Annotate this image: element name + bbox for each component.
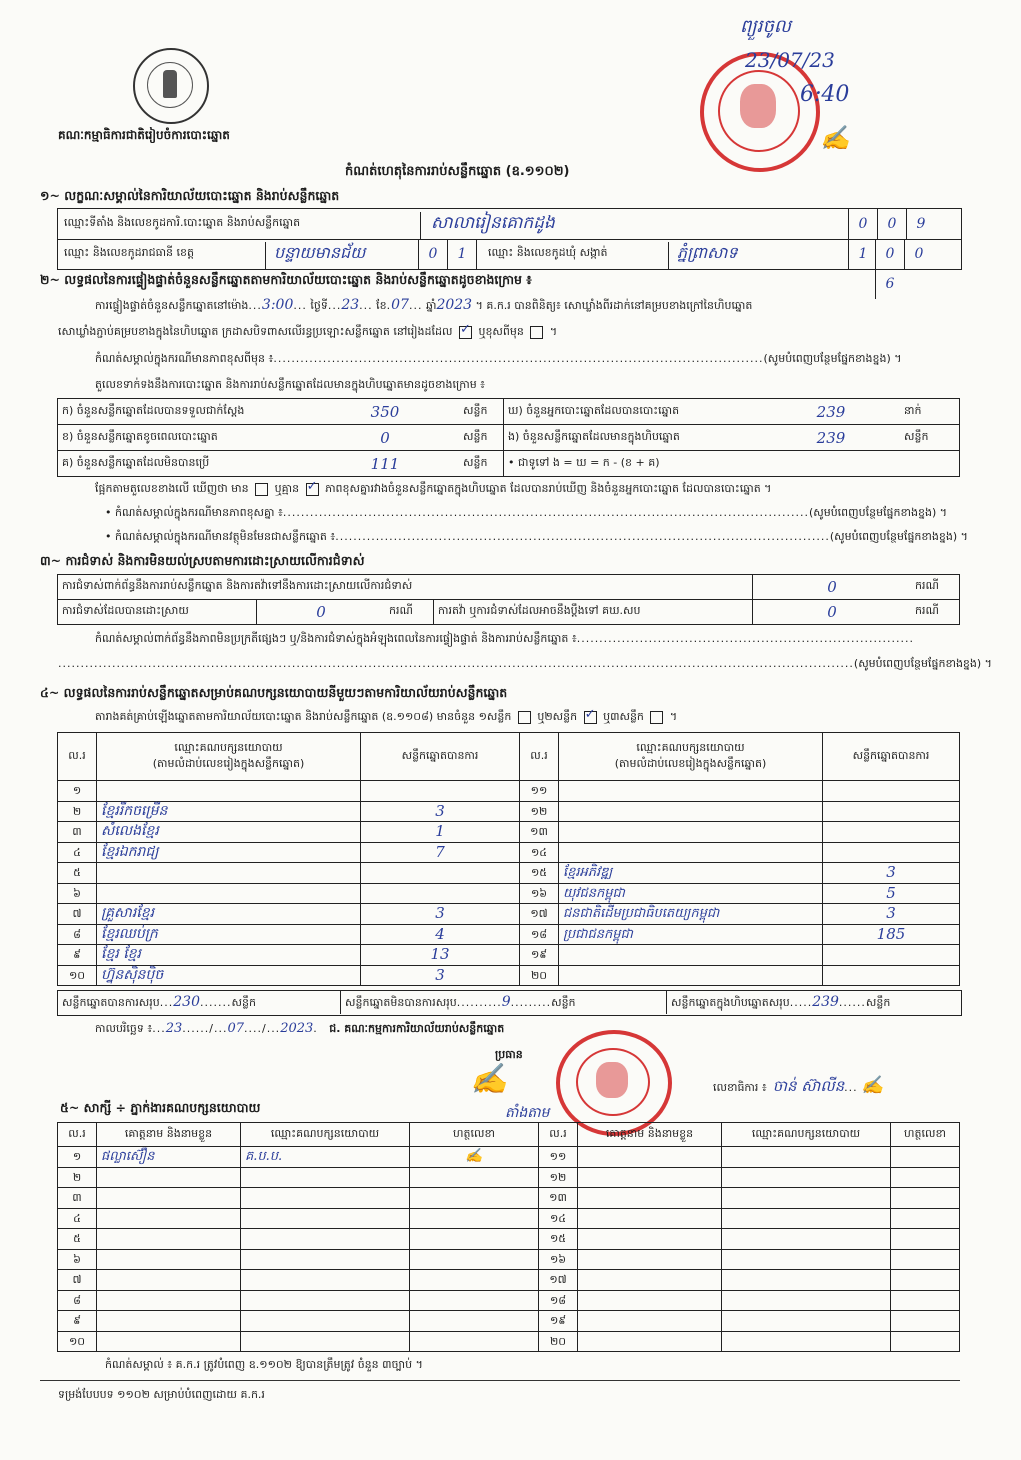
party-votes[interactable] bbox=[361, 883, 520, 904]
w-col-party-right: ឈ្មោះគណបក្សនយោបាយ bbox=[722, 1123, 891, 1147]
party-number: ៣ bbox=[58, 822, 97, 843]
checkbox-two-sheets[interactable] bbox=[584, 711, 597, 724]
station-label: ឈ្មោះទីតាំង និងលេខកូដការិ.បោះឆ្នោត និងរាប់សន្លឹកឆ្នោត bbox=[64, 216, 301, 229]
witness-party[interactable] bbox=[241, 1229, 410, 1250]
witness-number: ៤ bbox=[58, 1208, 97, 1229]
figure-label: ក) ចំនួនសន្លឹកឆ្នោតដែលបានទទួលជាក់ស្តែង bbox=[58, 399, 312, 425]
province-name-field[interactable]: បន្ទាយមានជ័យ bbox=[265, 242, 365, 269]
witness-number: ១៥ bbox=[539, 1229, 578, 1250]
checkbox-same[interactable] bbox=[459, 326, 472, 339]
witness-signature[interactable] bbox=[891, 1147, 960, 1168]
checkbox-three-sheets[interactable] bbox=[650, 711, 663, 724]
figure-unit: សន្លឹក bbox=[459, 425, 504, 451]
witness-number: ១ bbox=[58, 1147, 97, 1168]
party-votes[interactable] bbox=[823, 781, 960, 802]
party-votes[interactable] bbox=[823, 945, 960, 966]
party-name[interactable]: ជនជាតិដើមប្រជាធិបតេយ្យកម្ពុជា bbox=[559, 904, 823, 925]
party-name[interactable]: ខ្មែរអភិវឌ្ឍ bbox=[559, 863, 823, 884]
party-number: ៥ bbox=[58, 863, 97, 884]
col-party-left: ឈ្មោះគណបក្សនយោបាយ (តាមលំដាប់លេខរៀងក្នុងសន្លឹកឆ្នោត) bbox=[97, 733, 361, 781]
figure-value[interactable]: 350 bbox=[311, 399, 459, 425]
witness-signature[interactable] bbox=[410, 1311, 539, 1332]
col-votes-left: សន្លឹកឆ្នោតបានការ bbox=[361, 733, 520, 781]
table-row bbox=[58, 1208, 960, 1229]
form-reference: ទម្រង់បែបបទ ១១០២ សម្រាប់បំពេញដោយ គ.ក.រ bbox=[58, 1388, 265, 1401]
figure-value[interactable]: 111 bbox=[311, 451, 459, 477]
witness-party[interactable] bbox=[241, 1311, 410, 1332]
received-note: ព្យួរចូល bbox=[740, 16, 792, 37]
witness-party[interactable]: គ.ប.ប. bbox=[241, 1147, 410, 1168]
witness-party[interactable] bbox=[241, 1270, 410, 1291]
total-invalid-votes[interactable]: 9 bbox=[501, 994, 511, 1010]
party-votes[interactable]: 4 bbox=[361, 924, 520, 945]
witness-number: ៨ bbox=[58, 1290, 97, 1311]
col-no-left: ល.រ bbox=[58, 733, 97, 781]
witness-name[interactable] bbox=[578, 1331, 722, 1352]
witness-party[interactable] bbox=[722, 1208, 891, 1229]
table-row bbox=[58, 1331, 960, 1352]
witness-number: ១៤ bbox=[539, 1208, 578, 1229]
party-number: ១៩ bbox=[520, 945, 559, 966]
commune-code[interactable]: 0 06 bbox=[875, 239, 961, 269]
compare-line: ផ្អែកតាមតួលេខខាងលើ ឃើញថា មាន ឬគ្មាន ✓ ភាពខុសគ្នារវាងចំនួនសន្លឹកឆ្នោតក្នុងហិបឆ្នោត ដែលបានរាប់ឃើញ និងចំនួនអ្នកបោះឆ្នោត ដែលបានបោះឆ្នោត ។ bbox=[95, 482, 771, 498]
sign-date-year[interactable]: 2023 bbox=[280, 1021, 314, 1036]
figures-row bbox=[58, 451, 960, 477]
party-votes[interactable] bbox=[361, 781, 520, 802]
foreign-object-note: • កំណត់សម្គាល់ក្នុងករណីមានវត្ថុមិនមែនជាសន្លឹកឆ្នោត ៖..............................................................................................................(សូមបំពេញបន្ថែមផ្នែកខាងខ្នង) ។ bbox=[105, 530, 968, 543]
party-number: ៧ bbox=[58, 904, 97, 925]
w-col-sign-left: ហត្ថលេខា bbox=[410, 1123, 539, 1147]
party-name[interactable]: សំលេងខ្មែរ bbox=[97, 822, 361, 843]
witness-name[interactable] bbox=[97, 1229, 241, 1250]
witness-number: ៦ bbox=[58, 1249, 97, 1270]
station-name-field[interactable]: សាលារៀនគោកដូង bbox=[420, 212, 555, 239]
witness-signature[interactable] bbox=[891, 1188, 960, 1209]
witness-name[interactable] bbox=[578, 1270, 722, 1291]
secretary-name[interactable]: ចាន់ ស៊ាលីន bbox=[772, 1077, 845, 1095]
nec-logo bbox=[133, 48, 209, 124]
received-signature: ✍ bbox=[820, 124, 850, 152]
resolved-count[interactable]: 0 bbox=[257, 600, 386, 625]
party-number: ៦ bbox=[58, 883, 97, 904]
w-col-sign-right: ហត្ថលេខា bbox=[891, 1123, 960, 1147]
figures-row bbox=[58, 399, 960, 425]
party-number: ១៥ bbox=[520, 863, 559, 884]
witness-name[interactable] bbox=[578, 1249, 722, 1270]
party-name[interactable] bbox=[97, 781, 361, 802]
witness-signature[interactable] bbox=[410, 1167, 539, 1188]
party-votes[interactable] bbox=[823, 822, 960, 843]
section3-title: ៣~ ការជំទាស់ និងការមិនយល់ស្របតាមការដោះស្រាយលើការជំទាស់ bbox=[40, 553, 365, 568]
table-row bbox=[58, 924, 960, 945]
party-name[interactable] bbox=[559, 945, 823, 966]
committee-stamp bbox=[556, 1030, 672, 1136]
party-votes[interactable]: 1 bbox=[361, 822, 520, 843]
difference-note: • កំណត់សម្គាល់ក្នុងករណីមានភាពខុសគ្នា ៖.....................................................................................................................(សូមបំពេញបន្ថែមផ្នែកខាងខ្នង) ។ bbox=[105, 506, 947, 519]
figure-unit: នាក់ bbox=[900, 399, 960, 425]
verify-line: ការផ្ទៀងផ្ទាត់ចំនួនសន្លឹកឆ្នោតនៅម៉ោង...3:00... ថ្ងៃទី...23... ខែ.07... ឆ្នាំ2023 ។ គ.ក.រ បានពិនិត្យ៖ សោឃ្លាំងពីរដាក់នៅគម្របខាងក្រៅនៃហិបឆ្នោត bbox=[95, 297, 753, 313]
col-votes-right: សន្លឹកឆ្នោតបានការ bbox=[823, 733, 960, 781]
table-row bbox=[58, 1290, 960, 1311]
committee-name: គណៈកម្មាធិការជាតិរៀបចំការបោះឆ្នោត bbox=[58, 128, 230, 142]
form-title: កំណត់ហេតុនៃការរាប់សន្លឹកឆ្នោត (ឧ.១១០២) bbox=[345, 164, 570, 179]
witness-party[interactable] bbox=[722, 1188, 891, 1209]
footer-divider bbox=[40, 1380, 960, 1381]
table-row bbox=[58, 781, 960, 802]
party-number: ៩ bbox=[58, 945, 97, 966]
tally-line: តារាងគត់គ្រាប់ឡើងឆ្នោតតាមការិយាល័យបោះឆ្នោត និងរាប់សន្លឹកឆ្នោត (ឧ.១១០៨) មានចំនួន ១សន្លឹក ឬ២សន្លឹក ✓ ឬ៣សន្លឹក ។ bbox=[95, 710, 677, 726]
party-name[interactable]: ប្រជាជនកម្ពុជា bbox=[559, 924, 823, 945]
appeal-unit: ករណី bbox=[911, 600, 960, 625]
received-time: 6:40 bbox=[800, 82, 850, 107]
party-number: ១៦ bbox=[520, 883, 559, 904]
witness-name[interactable]: ផល្លាស៊ឿន bbox=[97, 1147, 241, 1168]
witness-party[interactable] bbox=[722, 1311, 891, 1332]
totals-box: សន្លឹកឆ្នោតបានការសរុប...230.......សន្លឹក សន្លឹកឆ្នោតមិនបានការសរុប..........9.........សន្លឹក សន្លឹកឆ្នោតក្នុងហិបឆ្នោតសរុប.....239......សន្លឹក bbox=[57, 990, 962, 1016]
party-name[interactable] bbox=[97, 883, 361, 904]
witness-number: ៧ bbox=[58, 1270, 97, 1291]
checkbox-no-difference[interactable] bbox=[306, 483, 319, 496]
witness-name[interactable] bbox=[97, 1270, 241, 1291]
witness-signature[interactable] bbox=[891, 1290, 960, 1311]
verify-month[interactable]: 07 bbox=[391, 297, 409, 313]
witness-signature[interactable] bbox=[410, 1270, 539, 1291]
party-name[interactable]: គ្រួសារខ្មែរ bbox=[97, 904, 361, 925]
figure-value[interactable]: 239 bbox=[762, 399, 900, 425]
appeal-label: ការតវ៉ា ឬការជំទាស់ដែលអាចនឹងប្តឹងទៅ គឃ.សប bbox=[434, 600, 753, 625]
witness-party[interactable] bbox=[241, 1249, 410, 1270]
chief-name: តាំងតាម bbox=[505, 1105, 550, 1121]
figures-row bbox=[58, 425, 960, 451]
party-name[interactable] bbox=[559, 801, 823, 822]
chief-signature: ✍ bbox=[470, 1062, 508, 1097]
witness-name[interactable] bbox=[578, 1208, 722, 1229]
figure-value[interactable] bbox=[762, 451, 900, 477]
figure-unit bbox=[900, 451, 960, 477]
party-name[interactable]: ខ្មែរឈប់ក្រ bbox=[97, 924, 361, 945]
witness-signature[interactable] bbox=[410, 1290, 539, 1311]
witness-name[interactable] bbox=[97, 1167, 241, 1188]
witness-party[interactable] bbox=[241, 1167, 410, 1188]
witness-name[interactable] bbox=[97, 1290, 241, 1311]
party-number: ១១ bbox=[520, 781, 559, 802]
party-name[interactable] bbox=[559, 781, 823, 802]
witness-signature[interactable] bbox=[891, 1311, 960, 1332]
province-label: ឈ្មោះ និងលេខកូដរាជធានី ខេត្ត bbox=[64, 246, 194, 259]
table-row bbox=[58, 904, 960, 925]
witness-party[interactable] bbox=[241, 1208, 410, 1229]
table-row bbox=[58, 965, 960, 986]
date-line: កាលបរិច្ឆេទ ៖...23....../...07..../...2023. ជ. គណៈកម្មការការិយាល័យរាប់សន្លឹកឆ្នោត bbox=[95, 1021, 505, 1036]
witness-signature[interactable] bbox=[410, 1249, 539, 1270]
witness-party[interactable] bbox=[241, 1331, 410, 1352]
party-votes[interactable] bbox=[823, 965, 960, 986]
results-table bbox=[57, 732, 960, 986]
party-number: ១០ bbox=[58, 965, 97, 986]
verify-line-2: សោឃ្លាំងភ្ជាប់គម្របខាងក្នុងនៃហិបឆ្នោត ក្រដាសបិទពាសលើរន្ធប្រឡោះសន្លឹកឆ្នោត នៅរៀងដដែល ✓ ឬខុសពីមុន ។ bbox=[58, 325, 557, 341]
table-row bbox=[58, 1311, 960, 1332]
witness-name[interactable] bbox=[97, 1208, 241, 1229]
table-row bbox=[58, 842, 960, 863]
witness-party[interactable] bbox=[722, 1167, 891, 1188]
witness-party[interactable] bbox=[722, 1331, 891, 1352]
col-no-right: ល.រ bbox=[520, 733, 559, 781]
witness-name[interactable] bbox=[97, 1249, 241, 1270]
objection-label: ការជំទាស់ពាក់ព័ន្ធនឹងការរាប់សន្លឹកឆ្នោត និងការតវ៉ាទៅនឹងការដោះស្រាយលើការជំទាស់ bbox=[58, 575, 753, 600]
section4-title: ៤~ លទ្ធផលនៃការរាប់សន្លឹកឆ្នោតសម្រាប់គណបក្សនយោបាយនីមួយៗតាមការិយាល័យរាប់សន្លឹកឆ្នោត bbox=[40, 685, 508, 700]
province-code[interactable]: 0 1 bbox=[418, 239, 477, 269]
figure-value[interactable]: 0 bbox=[311, 425, 459, 451]
sign-date-day[interactable]: 23 bbox=[165, 1021, 183, 1036]
party-votes[interactable] bbox=[823, 801, 960, 822]
witness-signature[interactable] bbox=[410, 1331, 539, 1352]
party-votes[interactable]: 3 bbox=[361, 904, 520, 925]
col-party-right: ឈ្មោះគណបក្សនយោបាយ (តាមលំដាប់លេខរៀងក្នុងសន្លឹកឆ្នោត) bbox=[559, 733, 823, 781]
figure-value[interactable]: 239 bbox=[762, 425, 900, 451]
party-votes[interactable] bbox=[823, 842, 960, 863]
party-number: ១៤ bbox=[520, 842, 559, 863]
table-row bbox=[58, 883, 960, 904]
witness-signature[interactable] bbox=[410, 1208, 539, 1229]
table-row bbox=[58, 1188, 960, 1209]
party-number: ១២ bbox=[520, 801, 559, 822]
party-number: ២០ bbox=[520, 965, 559, 986]
party-number: ២ bbox=[58, 801, 97, 822]
party-name[interactable]: យុវជនកម្ពុជា bbox=[559, 883, 823, 904]
witness-name[interactable] bbox=[578, 1188, 722, 1209]
table-row bbox=[58, 1229, 960, 1250]
secretary-line: លេខាធិការ ៖ ចាន់ ស៊ាលីន... ✍ bbox=[713, 1075, 884, 1096]
objection-count[interactable]: 0 bbox=[753, 575, 912, 600]
w-col-no-right: ល.រ bbox=[539, 1123, 578, 1147]
party-votes[interactable] bbox=[361, 863, 520, 884]
witness-number: ៥ bbox=[58, 1229, 97, 1250]
figure-label: ខ) ចំនួនសន្លឹកឆ្នោតខូចពេលបោះឆ្នោត bbox=[58, 425, 312, 451]
section1-title: ១~ លក្ខណៈសម្គាល់នៃការិយាល័យបោះឆ្នោត និងរាប់សន្លឹកឆ្នោត bbox=[40, 188, 340, 203]
party-name[interactable] bbox=[97, 863, 361, 884]
table-row bbox=[58, 945, 960, 966]
witness-signature[interactable] bbox=[891, 1208, 960, 1229]
witness-table bbox=[57, 1122, 960, 1352]
party-votes[interactable]: 5 bbox=[823, 883, 960, 904]
party-name[interactable] bbox=[559, 822, 823, 843]
irregularity-note-cont: .................................................................................................................................................................................(សូមបំពេញបន្ថែមផ្នែកខាងខ្នង) ។ bbox=[58, 657, 992, 670]
witness-party[interactable] bbox=[722, 1229, 891, 1250]
figures-intro: តួលេខទាក់ទងនឹងការបោះឆ្នោត និងការរាប់សន្លឹកឆ្នោតដែលមានក្នុងហិបឆ្នោតមានដូចខាងក្រោម ៖ bbox=[95, 378, 486, 391]
table-row bbox=[58, 1147, 960, 1168]
objection-unit: ករណី bbox=[911, 575, 960, 600]
witness-name[interactable] bbox=[578, 1229, 722, 1250]
party-number: ៤ bbox=[58, 842, 97, 863]
witness-number: ១៧ bbox=[539, 1270, 578, 1291]
w-col-name-right: គោត្តនាម និងនាមខ្លួន bbox=[578, 1123, 722, 1147]
received-date: 23/07/23 bbox=[745, 48, 835, 72]
party-name[interactable]: ហ្វ៊ុនស៊ិនប៉ិច bbox=[97, 965, 361, 986]
irregularity-note: កំណត់សម្គាល់ពាក់ព័ន្ធនឹងភាពមិនប្រក្រតីផ្សេងៗ ឬ/និងការជំទាស់ក្នុងអំឡុងពេលនៃការផ្ទៀងផ្ទាត់ និងការរាប់សន្លឹកឆ្នោត ៖........................................................................... bbox=[95, 632, 914, 645]
witness-party[interactable] bbox=[241, 1290, 410, 1311]
party-number: ១៨ bbox=[520, 924, 559, 945]
chief-label: ប្រធាន bbox=[495, 1048, 523, 1061]
section5-title: ៥~ សាក្សី ÷ ភ្នាក់ងារគណបក្សនយោបាយ bbox=[60, 1100, 261, 1115]
verify-day[interactable]: 23 bbox=[341, 297, 360, 313]
table-row bbox=[58, 863, 960, 884]
party-name[interactable] bbox=[559, 965, 823, 986]
witness-number: ៩ bbox=[58, 1311, 97, 1332]
w-col-no-left: ល.រ bbox=[58, 1123, 97, 1147]
party-number: ៨ bbox=[58, 924, 97, 945]
figure-label: ង) ចំនួនសន្លឹកឆ្នោតដែលមានក្នុងហិបឆ្នោត bbox=[504, 425, 763, 451]
commune-label: ឈ្មោះ និងលេខកូដឃុំ សង្កាត់ bbox=[488, 246, 608, 259]
witness-number: ១៣ bbox=[539, 1188, 578, 1209]
checkbox-has-difference[interactable] bbox=[255, 483, 268, 496]
total-ballots-in-box[interactable]: 239 bbox=[812, 994, 839, 1010]
party-name[interactable] bbox=[559, 842, 823, 863]
witness-signature[interactable] bbox=[891, 1270, 960, 1291]
note-line: កំណត់សម្គាល់ក្នុងករណីមានភាពខុសពីមុន ៖.............................................................................................................(សូមបំពេញបន្ថែមផ្នែកខាងខ្នង) ។ bbox=[95, 352, 902, 365]
witness-number: ១០ bbox=[58, 1331, 97, 1352]
witness-number: ១៦ bbox=[539, 1249, 578, 1270]
checkbox-different[interactable] bbox=[530, 326, 543, 339]
sign-date-month[interactable]: 07 bbox=[227, 1021, 244, 1036]
witness-name[interactable] bbox=[578, 1147, 722, 1168]
resolved-label: ការជំទាស់ដែលបានដោះស្រាយ bbox=[58, 600, 257, 625]
witness-party[interactable] bbox=[722, 1270, 891, 1291]
figure-label: គ) ចំនួនសន្លឹកឆ្នោតដែលមិនបានប្រើ bbox=[58, 451, 312, 477]
figure-unit: សន្លឹក bbox=[459, 399, 504, 425]
party-name[interactable]: ខ្មែរ ខ្មែរ bbox=[97, 945, 361, 966]
witness-signature[interactable] bbox=[410, 1188, 539, 1209]
witness-signature[interactable] bbox=[410, 1229, 539, 1250]
w-col-party-left: ឈ្មោះគណបក្សនយោបាយ bbox=[241, 1123, 410, 1147]
party-name[interactable]: ខ្មែររីកចម្រើន bbox=[97, 801, 361, 822]
table-row bbox=[58, 822, 960, 843]
witness-name[interactable] bbox=[578, 1290, 722, 1311]
total-valid-votes[interactable]: 230 bbox=[173, 994, 200, 1010]
table-row bbox=[58, 1249, 960, 1270]
objection-table bbox=[57, 574, 960, 625]
station-code[interactable]: 0 0 91 bbox=[848, 209, 961, 239]
witness-number: ២០ bbox=[539, 1331, 578, 1352]
witness-name[interactable] bbox=[97, 1331, 241, 1352]
party-name[interactable]: ខ្មែរឯករាជ្យ bbox=[97, 842, 361, 863]
figure-label: • ជាទូទៅ ង = ឃ = ក - (ខ + គ) bbox=[504, 451, 763, 477]
party-number: ១៣ bbox=[520, 822, 559, 843]
figure-unit: សន្លឹក bbox=[459, 451, 504, 477]
verify-time[interactable]: 3:00 bbox=[261, 297, 294, 313]
secretary-signature: ✍ bbox=[861, 1075, 884, 1096]
witness-party[interactable] bbox=[722, 1290, 891, 1311]
party-number: ១ bbox=[58, 781, 97, 802]
footer-note: កំណត់សម្គាល់ ៖ គ.ក.រ ត្រូវបំពេញ ឧ.១១០២ ឱ្យបានត្រឹមត្រូវ ចំនួន ៣ច្បាប់ ។ bbox=[105, 1358, 423, 1371]
witness-name[interactable] bbox=[97, 1188, 241, 1209]
witness-party[interactable] bbox=[722, 1147, 891, 1168]
figure-label: ឃ) ចំនួនអ្នកបោះឆ្នោតដែលបានបោះឆ្នោត bbox=[504, 399, 763, 425]
party-votes[interactable]: 185 bbox=[823, 924, 960, 945]
w-col-name-left: គោត្តនាម និងនាមខ្លួន bbox=[97, 1123, 241, 1147]
commune-name-field[interactable]: ភ្នំព្រាសាទ bbox=[668, 242, 738, 269]
verify-year[interactable]: 2023 bbox=[436, 297, 473, 313]
witness-number: ១២ bbox=[539, 1167, 578, 1188]
witness-signature[interactable] bbox=[891, 1249, 960, 1270]
party-votes[interactable]: 3 bbox=[361, 801, 520, 822]
witness-signature[interactable] bbox=[891, 1229, 960, 1250]
witness-signature[interactable] bbox=[891, 1167, 960, 1188]
party-votes[interactable]: 3 bbox=[361, 965, 520, 986]
witness-number: ១១ bbox=[539, 1147, 578, 1168]
witness-number: ២ bbox=[58, 1167, 97, 1188]
figures-table bbox=[57, 398, 960, 477]
party-votes[interactable]: 7 bbox=[361, 842, 520, 863]
witness-name[interactable] bbox=[97, 1311, 241, 1332]
witness-number: ៣ bbox=[58, 1188, 97, 1209]
witness-number: ១៩ bbox=[539, 1311, 578, 1332]
checkbox-one-sheet[interactable] bbox=[518, 711, 531, 724]
party-votes[interactable]: 13 bbox=[361, 945, 520, 966]
party-votes[interactable]: 3 bbox=[823, 904, 960, 925]
witness-name[interactable] bbox=[578, 1311, 722, 1332]
witness-party[interactable] bbox=[722, 1249, 891, 1270]
resolved-unit: ករណី bbox=[385, 600, 434, 625]
witness-signature[interactable]: ✍ bbox=[410, 1147, 539, 1168]
appeal-count[interactable]: 0 bbox=[753, 600, 912, 625]
party-votes[interactable]: 3 bbox=[823, 863, 960, 884]
witness-name[interactable] bbox=[578, 1167, 722, 1188]
witness-number: ១៨ bbox=[539, 1290, 578, 1311]
party-number: ១៧ bbox=[520, 904, 559, 925]
table-row bbox=[58, 1270, 960, 1291]
table-row bbox=[58, 1167, 960, 1188]
witness-party[interactable] bbox=[241, 1188, 410, 1209]
table-row bbox=[58, 801, 960, 822]
witness-signature[interactable] bbox=[891, 1331, 960, 1352]
section2-title: ២~ លទ្ធផលនៃការផ្ទៀងផ្ទាត់ចំនួនសន្លឹកឆ្នោតតាមការិយាល័យបោះឆ្នោត និងរាប់សន្លឹកឆ្នោតដូចខាងក្រោម ៖ bbox=[40, 272, 532, 287]
figure-unit: សន្លឹក bbox=[900, 425, 960, 451]
